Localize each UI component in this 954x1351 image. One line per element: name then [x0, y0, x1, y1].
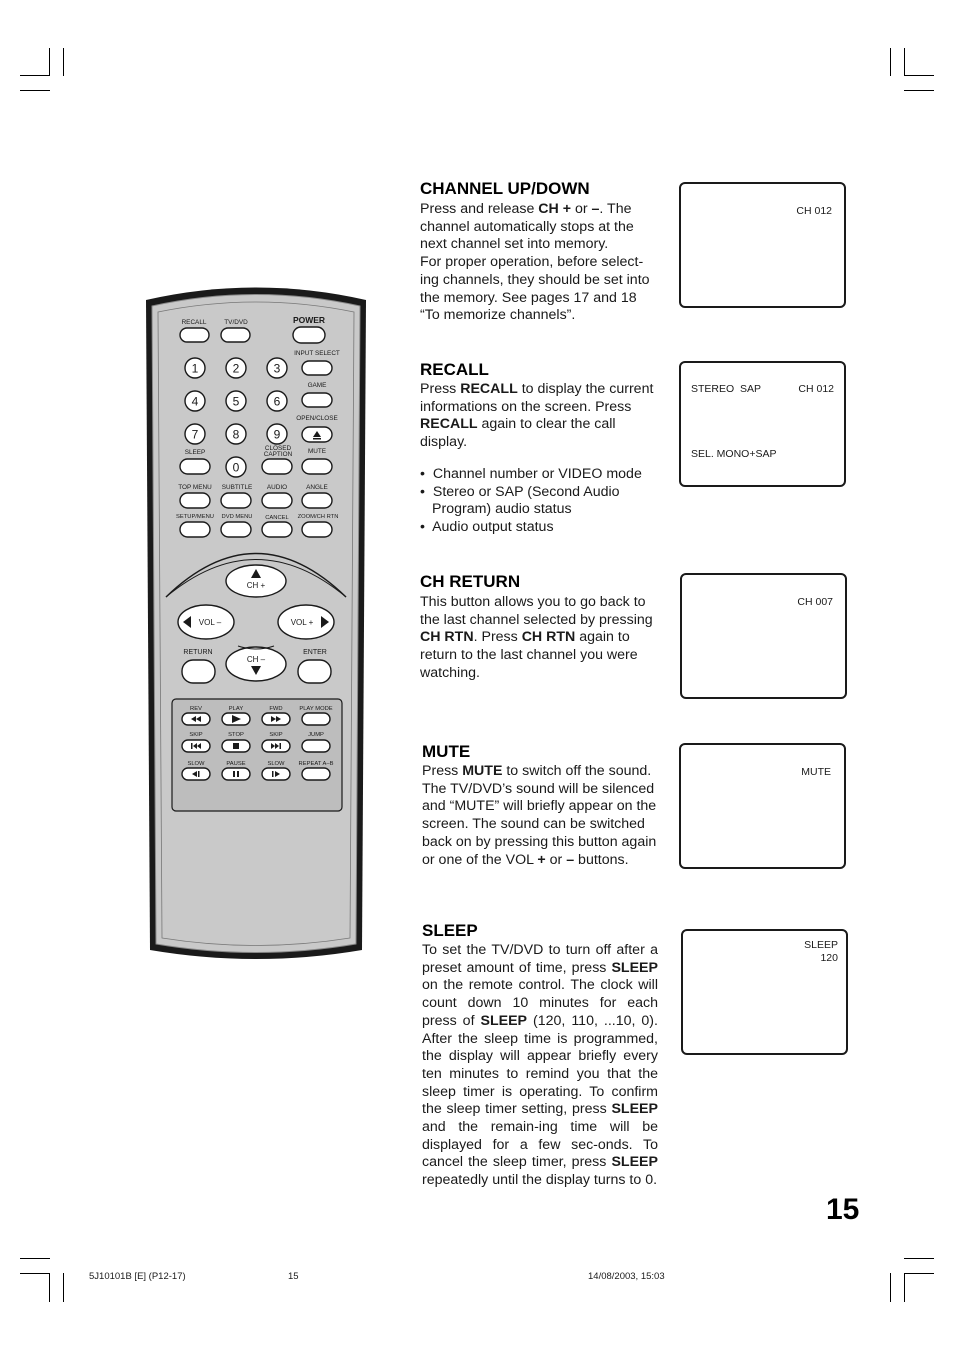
crop-mark [63, 1273, 64, 1302]
zoom-ch-rtn-button[interactable] [302, 522, 332, 537]
zoom-ch-rtn-label: ZOOM/CH RTN [297, 514, 339, 520]
sleep-screen-line1: SLEEP [804, 939, 838, 951]
ch-return-heading: CH RETURN [420, 572, 521, 591]
crop-mark [20, 1258, 50, 1259]
crop-mark [49, 1273, 50, 1302]
digit-8: 8 [232, 427, 240, 442]
game-button[interactable] [302, 393, 332, 407]
cancel-button[interactable] [262, 522, 292, 537]
fwd-label: FWD [269, 706, 283, 712]
ch-minus-label: CH – [246, 655, 266, 664]
top-menu-label: TOP MENU [178, 484, 212, 491]
pause-icon [233, 771, 235, 777]
setup-menu-button[interactable] [180, 522, 210, 537]
channel-screen-ch: CH 012 [796, 205, 832, 217]
angle-button[interactable] [302, 493, 332, 508]
stop-icon [233, 743, 239, 749]
enter-label: ENTER [303, 649, 327, 656]
sleep-button[interactable] [180, 459, 210, 474]
closed-caption-button[interactable] [262, 459, 292, 474]
recall-label: RECALL [181, 319, 207, 326]
crop-mark [904, 1273, 934, 1274]
vol-plus-label: VOL + [290, 618, 314, 627]
recall-bullet: • Channel number or VIDEO mode [420, 465, 642, 482]
subtitle-button[interactable] [221, 493, 251, 508]
recall-screen-sel: SEL. MONO+SAP [691, 448, 777, 460]
crop-mark [890, 1273, 891, 1302]
digit-6: 6 [273, 394, 281, 409]
recall-text: Press RECALL to display the current informations on the screen. Press RECALL again to clear the call display. • Channel number or VIDEO mode • Stereo or SAP (Second Audio Program) audio status • Audio output status [420, 381, 660, 537]
mute-screen-text: MUTE [801, 766, 831, 778]
play-label: PLAY [228, 706, 244, 712]
recall-button[interactable] [180, 328, 209, 342]
digit-3: 3 [273, 361, 281, 376]
slow-forward-label: SLOW [267, 761, 285, 767]
crop-mark [904, 1258, 934, 1259]
input-select-label: INPUT SELECT [294, 350, 340, 357]
sleep-heading: SLEEP [422, 921, 478, 940]
digit-2: 2 [232, 361, 240, 376]
digit-7: 7 [191, 427, 199, 442]
recall-screen [679, 361, 846, 487]
crop-mark [20, 90, 50, 91]
crop-mark [904, 1273, 905, 1302]
skip-forward-label: SKIP [269, 732, 283, 738]
enter-button[interactable] [298, 660, 331, 683]
recall-bullet: • Audio output status [420, 518, 554, 535]
skip-back-icon [191, 743, 193, 749]
open-close-label: OPEN/CLOSE [296, 415, 338, 422]
slow-back-label: SLOW [187, 761, 205, 767]
sleep-label: SLEEP [184, 449, 206, 456]
channel-up-down-heading: CHANNEL UP/DOWN [420, 179, 590, 198]
digit-0: 0 [232, 460, 240, 475]
digit-9: 9 [273, 427, 281, 442]
page-number: 15 [826, 1193, 860, 1226]
ch-return-screen-ch: CH 007 [797, 596, 833, 608]
subtitle-label: SUBTITLE [221, 484, 253, 491]
sleep-screen [681, 929, 848, 1055]
mute-screen [679, 743, 846, 869]
play-mode-button[interactable] [302, 713, 330, 725]
power-button[interactable] [293, 327, 325, 343]
ch-return-screen [680, 573, 847, 699]
mute-button[interactable] [302, 459, 332, 474]
digit-4: 4 [191, 394, 199, 409]
ch-return-text: This button allows you to go back to the last channel selected by pressing CH RTN. Press CH RTN again to return to the last channel you were watching. [420, 594, 653, 681]
tvdvd-label: TV/DVD [224, 319, 248, 326]
footer-code: 5J10101B [E] (P12-17) [89, 1271, 186, 1282]
channel-memory-note: For proper operation, before select-ing channels, they should be set into the memory. See pages 17 and 18 “To memorize channels”. [420, 254, 650, 324]
stop-label: STOP [228, 732, 244, 738]
angle-label: ANGLE [306, 484, 328, 491]
top-menu-button[interactable] [180, 493, 210, 508]
setup-menu-label: SETUP/MENU [175, 514, 215, 520]
return-button[interactable] [182, 660, 215, 683]
power-label: POWER [292, 315, 326, 325]
recall-screen-ch: CH 012 [798, 383, 834, 395]
crop-mark [20, 1273, 50, 1274]
jump-button[interactable] [302, 740, 330, 752]
recall-bullet: • Stereo or SAP (Second Audio Program) audio status [420, 483, 620, 518]
ch-plus-label: CH + [246, 581, 266, 590]
crop-mark [63, 48, 64, 76]
mute-heading: MUTE [422, 742, 471, 761]
return-label: RETURN [183, 649, 213, 656]
mute-label: MUTE [307, 448, 327, 455]
recall-screen-stereo: STEREO SAP [691, 383, 762, 395]
mute-text: Press MUTE to switch off the sound. The TV/DVD’s sound will be silenced and “MUTE” will briefly appear on the screen. The sound can be switched back on by pressing this button again or one of the VOL + or – buttons. [422, 763, 657, 868]
channel-screen [679, 182, 846, 308]
repeat-ab-label: REPEAT A–B [298, 761, 334, 767]
footer-date: 14/08/2003, 15:03 [588, 1271, 665, 1282]
crop-mark [20, 75, 50, 76]
skip-back-label: SKIP [189, 732, 203, 738]
pause-label: PAUSE [226, 761, 246, 767]
vol-minus-label: VOL – [198, 618, 222, 627]
dvd-menu-label: DVD MENU [221, 514, 253, 520]
slow-forward-icon [272, 771, 274, 777]
channel-up-down-text: Press and release CH + or –. The channel automatically stops at the next channel set into memory. For proper operation, before select-ing channels, they should be set into the memory. See pages 17 and 18 “To memorize channels”. [420, 201, 650, 324]
rev-label: REV [190, 706, 202, 712]
footer-page: 15 [288, 1271, 299, 1282]
crop-mark [904, 75, 934, 76]
crop-mark [890, 48, 891, 76]
crop-mark [904, 90, 934, 91]
digit-5: 5 [232, 394, 240, 409]
sleep-text: To set the TV/DVD to turn off after a preset amount of time, press SLEEP on the remote control. The clock will count down 10 minutes for each press of SLEEP (120, 110, ...10, 0). After the sleep time is programmed, the display will appear briefly every ten minutes to remind you that the sleep timer is operating. To confirm the sleep timer setting, press SLEEP and the remain-ing time will be displayed for a few sec-onds. To cancel the sleep timer, press SLEEP repeatedly until the display turns to 0. [422, 942, 658, 1189]
input-select-button[interactable] [302, 361, 332, 375]
closed-caption-label: CLOSED [264, 445, 292, 452]
crop-mark [904, 48, 905, 76]
ch-minus-button[interactable] [226, 647, 286, 681]
repeat-ab-button[interactable] [302, 768, 330, 780]
closed-caption-label-2: CAPTION [263, 451, 293, 458]
game-label: GAME [307, 382, 327, 389]
dvd-menu-button[interactable] [221, 522, 251, 537]
audio-button[interactable] [262, 493, 292, 508]
sleep-screen-line2: 120 [820, 952, 838, 964]
tvdvd-button[interactable] [221, 328, 250, 342]
remote-control-illustration [140, 285, 372, 965]
audio-label: AUDIO [266, 484, 288, 491]
crop-mark [49, 48, 50, 76]
cancel-label: CANCEL [265, 515, 289, 521]
recall-heading: RECALL [420, 360, 489, 379]
play-mode-label: PLAY MODE [299, 706, 333, 712]
pause-button[interactable] [222, 768, 250, 780]
digit-1: 1 [191, 361, 199, 376]
jump-label: JUMP [308, 732, 324, 738]
eject-icon-bar [313, 438, 321, 440]
